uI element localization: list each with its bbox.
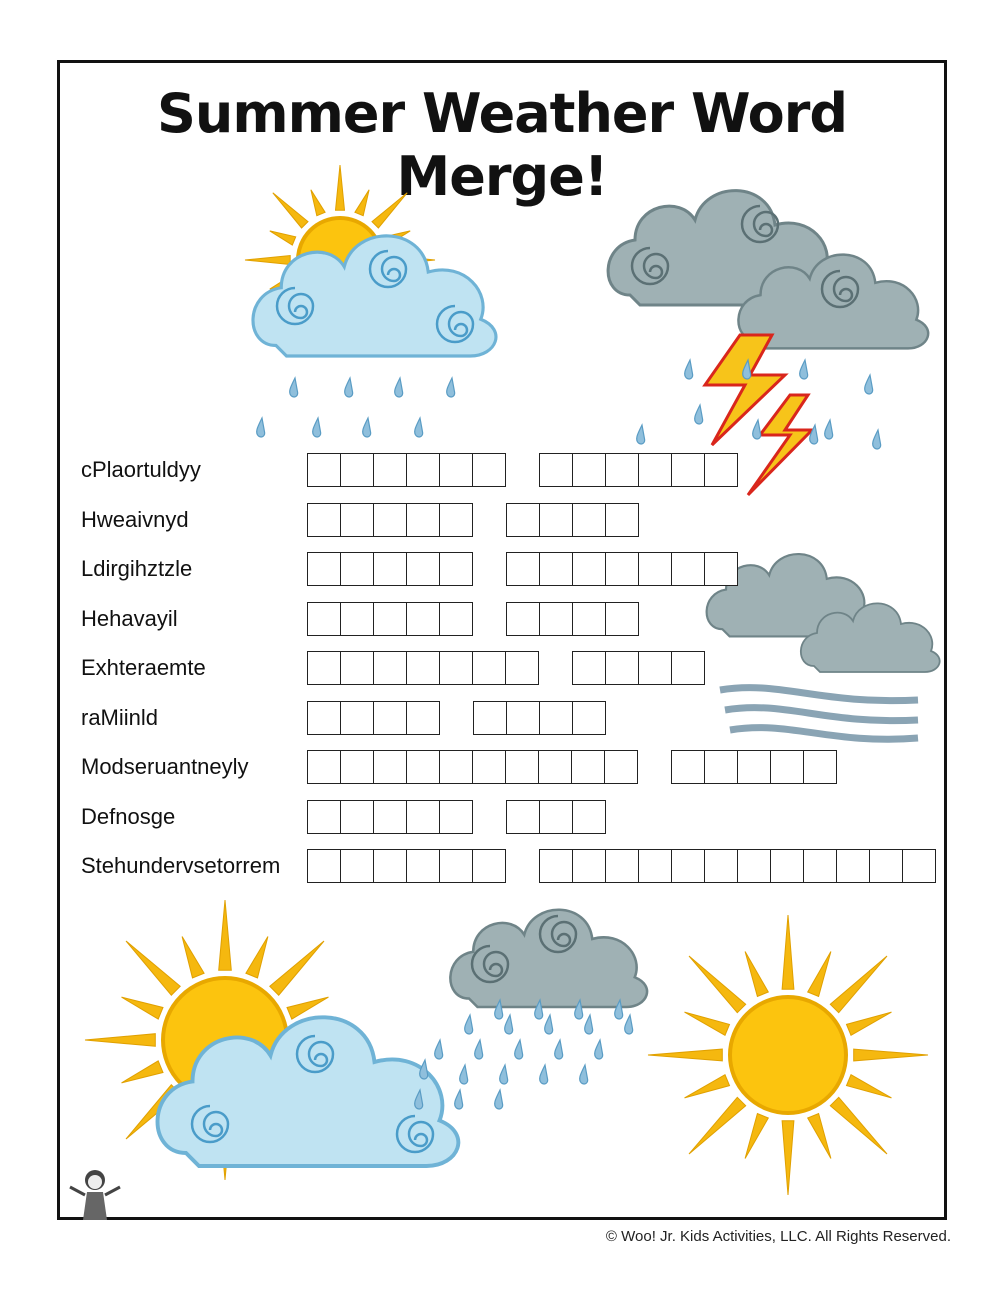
letter-box[interactable] — [406, 849, 440, 883]
letter-box[interactable] — [439, 453, 473, 487]
sun-icon — [648, 915, 928, 1195]
raindrop-icon — [495, 1090, 503, 1109]
letter-box[interactable] — [572, 552, 606, 586]
letter-box[interactable] — [638, 651, 672, 685]
letter-box[interactable] — [373, 651, 407, 685]
raindrop-icon — [873, 430, 881, 449]
raindrop-icon — [500, 1065, 508, 1084]
letter-box[interactable] — [572, 701, 606, 735]
letter-box[interactable] — [638, 453, 672, 487]
scrambled-clue: Hehavayil — [81, 605, 178, 631]
raindrop-icon — [585, 1015, 593, 1034]
answer-word — [307, 453, 506, 487]
letter-box[interactable] — [770, 849, 804, 883]
letter-box[interactable] — [770, 750, 804, 784]
scrambled-clue: cPlaortuldyy — [81, 457, 201, 482]
letter-box[interactable] — [539, 849, 573, 883]
letter-box[interactable] — [506, 602, 540, 636]
letter-box[interactable] — [505, 651, 539, 685]
raindrop-icon — [545, 1015, 553, 1034]
answer-word — [307, 800, 473, 834]
letter-box[interactable] — [803, 750, 837, 784]
letter-box[interactable] — [439, 503, 473, 537]
raindrop-icon — [810, 425, 818, 444]
letter-box[interactable] — [406, 453, 440, 487]
letter-box[interactable] — [704, 849, 738, 883]
raindrop-icon — [505, 1015, 513, 1034]
letter-box[interactable] — [439, 552, 473, 586]
cloud-icon — [253, 236, 496, 356]
raindrop-icon — [625, 1015, 633, 1034]
answer-word — [506, 552, 738, 586]
letter-box[interactable] — [869, 849, 903, 883]
scrambled-clue: Stehundervsetorrem — [81, 853, 281, 878]
letter-box[interactable] — [902, 849, 936, 883]
letter-box[interactable] — [572, 849, 606, 883]
letter-box[interactable] — [506, 552, 540, 586]
answer-word — [307, 602, 473, 636]
scrambled-clue: Hweaivnyd — [81, 506, 189, 532]
letter-box[interactable] — [340, 602, 374, 636]
answer-word — [671, 750, 837, 784]
letter-box[interactable] — [472, 750, 506, 784]
letter-box[interactable] — [340, 453, 374, 487]
letter-box[interactable] — [307, 800, 341, 834]
letter-box[interactable] — [307, 503, 341, 537]
scrambled-clue: Modseruantneyly — [81, 754, 249, 779]
raindrop-icon — [595, 1040, 603, 1059]
letter-box[interactable] — [439, 800, 473, 834]
answer-word — [539, 453, 738, 487]
letter-box[interactable] — [572, 602, 606, 636]
letter-box[interactable] — [472, 453, 506, 487]
letter-box[interactable] — [472, 651, 506, 685]
raindrop-icon — [395, 378, 403, 397]
page-title: Summer Weather Word Merge! — [157, 82, 847, 208]
letter-box[interactable] — [439, 651, 473, 685]
lightning-icon — [748, 395, 812, 495]
letter-box[interactable] — [506, 503, 540, 537]
raindrop-icon — [753, 420, 761, 439]
answer-word — [506, 800, 606, 834]
letter-box[interactable] — [539, 602, 573, 636]
letter-box[interactable] — [439, 849, 473, 883]
letter-box[interactable] — [373, 453, 407, 487]
letter-box[interactable] — [671, 750, 705, 784]
letter-box[interactable] — [439, 750, 473, 784]
letter-box[interactable] — [406, 552, 440, 586]
letter-box[interactable] — [472, 849, 506, 883]
raindrop-icon — [540, 1065, 548, 1084]
letter-box[interactable] — [373, 849, 407, 883]
letter-box[interactable] — [605, 651, 639, 685]
letter-box[interactable] — [373, 701, 407, 735]
letter-box[interactable] — [307, 651, 341, 685]
letter-box[interactable] — [307, 849, 341, 883]
letter-box[interactable] — [373, 552, 407, 586]
raindrop-icon — [363, 418, 371, 437]
wind-icon — [720, 688, 918, 740]
raindrop-icon — [580, 1065, 588, 1084]
letter-box[interactable] — [340, 849, 374, 883]
letter-box[interactable] — [439, 602, 473, 636]
scrambled-clue: raMiinld — [81, 704, 159, 730]
raindrop-icon — [800, 360, 808, 379]
letter-box[interactable] — [406, 602, 440, 636]
scrambled-clue: Ldirgihztzle — [81, 556, 193, 581]
letter-box[interactable] — [406, 750, 440, 784]
raindrop-icon — [345, 378, 353, 397]
letter-box[interactable] — [307, 750, 341, 784]
letter-box[interactable] — [307, 453, 341, 487]
letter-box[interactable] — [572, 503, 606, 537]
letter-box[interactable] — [539, 453, 573, 487]
letter-box[interactable] — [605, 849, 639, 883]
scrambled-clue: Defnosge — [81, 803, 176, 829]
letter-box[interactable] — [539, 503, 573, 537]
letter-box[interactable] — [538, 750, 572, 784]
letter-box[interactable] — [704, 453, 738, 487]
letter-box[interactable] — [671, 651, 705, 685]
letter-box[interactable] — [605, 552, 639, 586]
letter-box[interactable] — [340, 651, 374, 685]
answer-word — [307, 552, 473, 586]
raindrop-icon — [290, 378, 298, 397]
letter-box[interactable] — [406, 651, 440, 685]
copyright-footer: © Woo! Jr. Kids Activities, LLC. All Rights Reserved. — [605, 1228, 951, 1245]
letter-box[interactable] — [406, 503, 440, 537]
raindrop-icon — [465, 1015, 473, 1034]
letter-box[interactable] — [572, 453, 606, 487]
letter-box[interactable] — [506, 800, 540, 834]
answer-word — [506, 503, 639, 537]
answer-word — [307, 849, 506, 883]
letter-box[interactable] — [671, 453, 705, 487]
raindrop-icon — [475, 1040, 483, 1059]
raindrop-icon — [515, 1040, 523, 1059]
letter-box[interactable] — [373, 800, 407, 834]
letter-box[interactable] — [373, 602, 407, 636]
answer-word — [307, 750, 638, 784]
letter-box[interactable] — [605, 503, 639, 537]
letter-box[interactable] — [572, 651, 606, 685]
letter-box[interactable] — [373, 750, 407, 784]
letter-box[interactable] — [571, 750, 605, 784]
letter-box[interactable] — [307, 701, 341, 735]
answer-word — [307, 503, 473, 537]
letter-box[interactable] — [340, 800, 374, 834]
mascot-icon — [70, 1170, 120, 1220]
letter-box[interactable] — [340, 750, 374, 784]
raindrop-icon — [257, 418, 265, 437]
letter-box[interactable] — [406, 701, 440, 735]
letter-box[interactable] — [373, 503, 407, 537]
rain-cloud-icon — [450, 910, 647, 1007]
letter-box[interactable] — [638, 552, 672, 586]
raindrop-icon — [415, 418, 423, 437]
letter-box[interactable] — [505, 750, 539, 784]
letter-box[interactable] — [572, 800, 606, 834]
letter-box[interactable] — [539, 552, 573, 586]
letter-box[interactable] — [704, 552, 738, 586]
raindrop-icon — [460, 1065, 468, 1084]
raindrop-icon — [313, 418, 321, 437]
letter-box[interactable] — [406, 800, 440, 834]
letter-box[interactable] — [307, 552, 341, 586]
letter-box[interactable] — [340, 701, 374, 735]
letter-box[interactable] — [340, 503, 374, 537]
letter-box[interactable] — [638, 849, 672, 883]
raindrop-icon — [447, 378, 455, 397]
letter-box[interactable] — [671, 552, 705, 586]
raindrop-icon — [455, 1090, 463, 1109]
letter-box[interactable] — [605, 602, 639, 636]
raindrop-icon — [637, 425, 645, 444]
answer-word — [539, 849, 936, 883]
letter-box[interactable] — [604, 750, 638, 784]
letter-box[interactable] — [704, 750, 738, 784]
letter-box[interactable] — [737, 849, 771, 883]
letter-box[interactable] — [506, 701, 540, 735]
raindrop-icon — [695, 405, 703, 424]
raindrop-icon — [865, 375, 873, 394]
letter-box[interactable] — [539, 701, 573, 735]
raindrop-icon — [420, 1060, 428, 1079]
answer-word — [572, 651, 705, 685]
answer-word — [506, 602, 639, 636]
answer-word — [473, 701, 606, 735]
letter-box[interactable] — [803, 849, 837, 883]
raindrop-icon — [685, 360, 693, 379]
answer-word — [307, 651, 539, 685]
answer-word — [307, 701, 440, 735]
letter-box[interactable] — [605, 453, 639, 487]
scrambled-clue: Exhteraemte — [81, 655, 206, 680]
raindrop-icon — [825, 420, 833, 439]
letter-box[interactable] — [836, 849, 870, 883]
letter-box[interactable] — [473, 701, 507, 735]
letter-box[interactable] — [671, 849, 705, 883]
letter-box[interactable] — [539, 800, 573, 834]
raindrop-icon — [555, 1040, 563, 1059]
letter-box[interactable] — [307, 602, 341, 636]
letter-box[interactable] — [340, 552, 374, 586]
letter-box[interactable] — [737, 750, 771, 784]
raindrop-icon — [435, 1040, 443, 1059]
